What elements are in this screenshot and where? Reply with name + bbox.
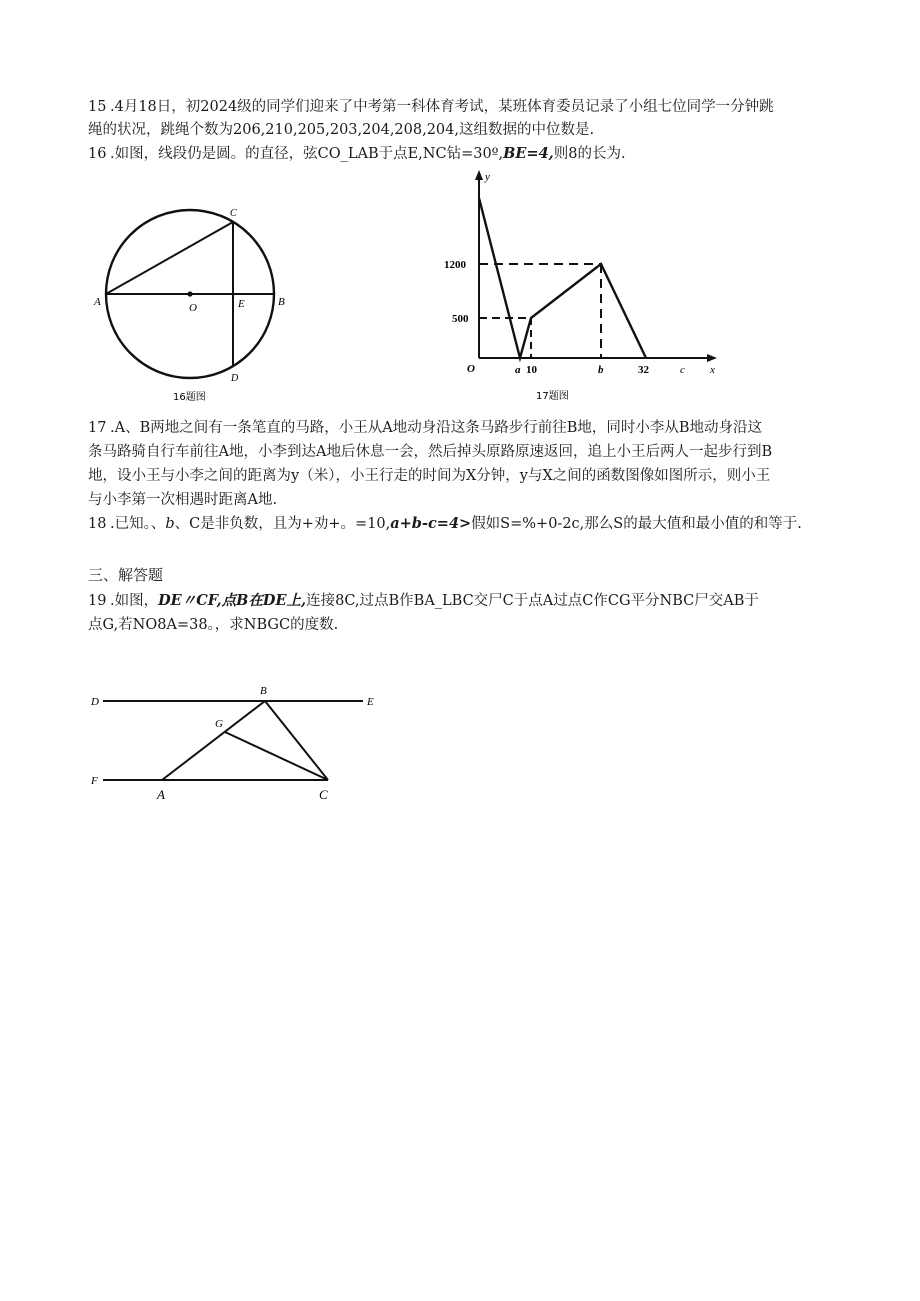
label-b: B xyxy=(260,685,267,697)
q17-line3: 地，设小王与小李之间的距离为y（米），小王行走的时间为X分钟，y与X之间的函数图像如图所示，则小王 xyxy=(88,468,771,484)
q18-text-e: 假如S=%+0-2c,那么S的最大值和最小值的和等于. xyxy=(471,516,802,532)
figure-16 xyxy=(85,195,305,410)
x-axis-arrow xyxy=(707,354,717,362)
tick-500: 500 xyxy=(452,313,469,325)
center-dot xyxy=(187,291,192,296)
q19-text-c: 连接8C,过点B作BA_LBC交尸C于点A过点C作CG平分NBC尸交AB于 xyxy=(306,593,759,609)
label-d: D xyxy=(231,373,239,384)
q15-line2: 绳的状况，跳绳个数为206,210,205,203,204,208,204,这组数据的中位数是. xyxy=(88,122,595,138)
q19-line1 xyxy=(88,591,759,611)
q16-line xyxy=(88,144,626,164)
fig17-caption: 17题图 xyxy=(536,391,569,402)
q16-text-b: BE=4, xyxy=(503,145,554,162)
q18-text-d: a+b-c=4> xyxy=(390,515,472,532)
q15-text-line1: .4月18日，初2024级的同学们迎来了中考第一科体育考试，某班体育委员记录了小组七位同学一分钟跳 xyxy=(110,99,774,115)
q18-text-a: .已知。、 xyxy=(110,516,166,532)
q17-text-line1: .A、B两地之间有一条笔直的马路，小王从A地动身沿这条马路步行前往B地，同时小李从B地动身沿这 xyxy=(110,420,763,436)
fig16-caption: 16题图 xyxy=(173,392,206,403)
tick-10: 10 xyxy=(526,364,537,376)
label-x: x xyxy=(710,364,715,376)
segment-bc xyxy=(265,701,328,780)
q19-line2: 点G,若NO8A=38。，求NBGC的度数. xyxy=(88,617,339,633)
q19-text-a: .如图， xyxy=(110,593,159,609)
q18-text-c: 、C是非负数，且为+劝+。=10, xyxy=(174,516,391,532)
q17-line2: 条马路骑自行车前往A地，小李到达A地后休息一会，然后掉头原路原速返回，追上小王后两人一起步行到B xyxy=(88,444,773,460)
tick-a: a xyxy=(515,364,521,376)
q19-number: 19 xyxy=(88,593,107,609)
q18-line xyxy=(88,514,802,534)
q18-number: 18 xyxy=(88,516,107,532)
q18-text-b: b xyxy=(165,516,175,532)
q15-line1 xyxy=(88,97,774,117)
figure-17 xyxy=(440,168,730,408)
section-title: 三、解答题 xyxy=(88,566,164,584)
label-g: G xyxy=(215,718,223,730)
label-o: O xyxy=(189,302,197,314)
label-y: y xyxy=(485,171,490,183)
segment-ab xyxy=(162,701,265,780)
label-f: F xyxy=(91,775,98,787)
tick-b: b xyxy=(598,364,604,376)
tick-c: c xyxy=(680,364,685,376)
q17-line4: 与小李第一次相遇时距离A地. xyxy=(88,492,278,508)
label-d: D xyxy=(91,696,99,708)
function-graph-line xyxy=(479,198,646,358)
label-a: A xyxy=(157,787,165,802)
tick-1200: 1200 xyxy=(444,259,466,271)
label-c: C xyxy=(319,787,328,802)
q19-text-b: DE〃CF,点B在DE上, xyxy=(158,592,307,609)
tick-32: 32 xyxy=(638,364,649,376)
label-e: E xyxy=(238,298,245,310)
y-axis-arrow xyxy=(475,170,483,180)
q16-text-a: .如图，线段仍是圆。的直径，弦CO_LAB于点E,NC钻=30º, xyxy=(110,146,504,162)
q17-line1 xyxy=(88,418,762,438)
label-origin: O xyxy=(467,363,475,375)
label-e: E xyxy=(367,696,374,708)
label-b: B xyxy=(278,296,285,308)
label-c: C xyxy=(230,208,237,219)
segment-ac xyxy=(106,222,233,294)
q17-number: 17 xyxy=(88,420,107,436)
segment-gc xyxy=(225,732,328,780)
label-a: A xyxy=(94,296,101,308)
q16-number: 16 xyxy=(88,146,107,162)
q16-text-c: 则8的长为. xyxy=(553,146,626,162)
figure-19 xyxy=(85,680,385,805)
q15-number: 15 xyxy=(88,99,107,115)
